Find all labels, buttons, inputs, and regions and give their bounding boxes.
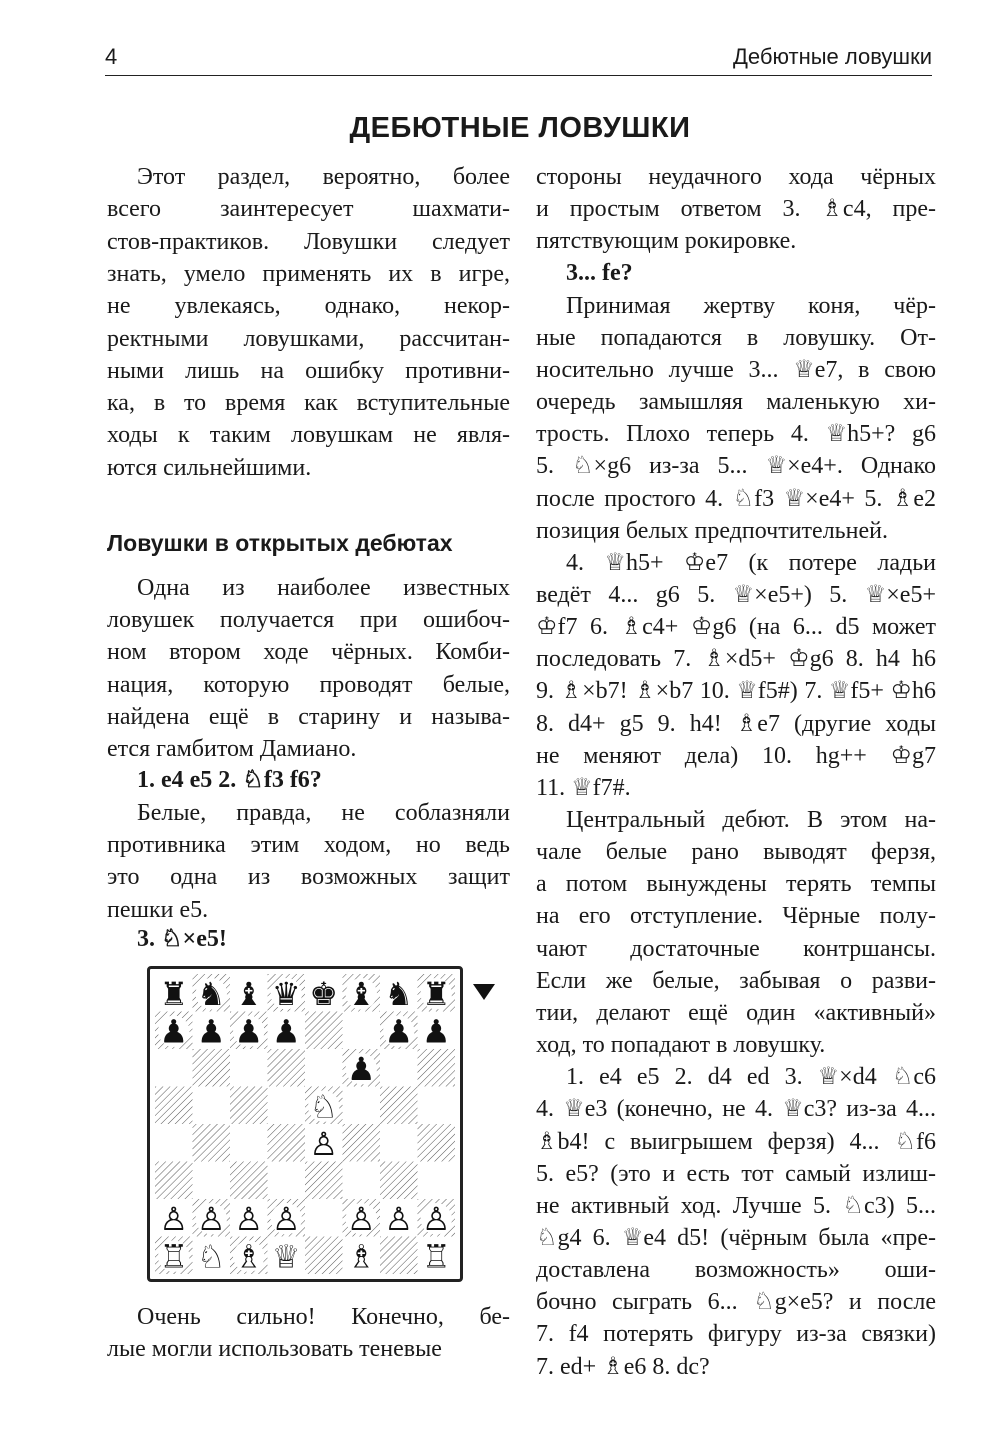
move-line: 3. ♘×e5!	[137, 926, 227, 952]
black-pawn-icon: ♟	[384, 1012, 414, 1051]
text-line: 11. ♕f7#.	[536, 774, 631, 801]
text-line: бочно сыграть 6... ♘g×e5? и после	[536, 1289, 936, 1316]
intro-line: ются сильнейшими.	[107, 454, 312, 481]
page-number: 4	[105, 44, 118, 69]
text-line: позиция белых предпочтительней.	[536, 517, 888, 544]
light-square-c6	[230, 1049, 268, 1087]
light-square-h5	[418, 1087, 456, 1125]
black-pawn-icon: ♟	[271, 1012, 301, 1051]
comment-line: пешки е5.	[107, 896, 209, 923]
comment-line: Белые, правда, не соблазняли	[137, 800, 510, 826]
text-line: а потом вынуждены терять темпы	[536, 871, 936, 898]
after-board-line: Очень сильно! Конечно, бе-	[137, 1304, 510, 1330]
black-knight-icon: ♞	[384, 974, 414, 1013]
text-line: ные попадаются в ловушку. От-	[536, 324, 936, 351]
text-line: 5. ♘×g6 из-за 5... ♕×e4+. Однако	[536, 453, 936, 480]
dark-square-h6	[418, 1049, 456, 1087]
white-rook-icon: ♖	[421, 1237, 451, 1274]
light-square-a4	[155, 1124, 193, 1162]
intro-line: ходы к таким ловушкам не явля-	[107, 422, 510, 449]
text-line: 3... fe?	[566, 260, 633, 287]
comment-line: противника этим ходом, но ведь	[107, 832, 510, 859]
header-rule	[105, 75, 932, 76]
intro-line: Этот раздел, вероятно, более	[137, 164, 510, 190]
light-square-g4	[380, 1124, 418, 1162]
dark-square-e7	[305, 1012, 343, 1050]
light-square-b3	[193, 1162, 231, 1200]
dark-square-b4	[193, 1124, 231, 1162]
black-rook-icon: ♜	[159, 974, 189, 1013]
text-line: 9. ♗×b7! ♗×b7 10. ♕f5#) 7. ♕f5+ ♔h6	[536, 678, 936, 705]
section-text-line: найдена ещё в старину и называ-	[107, 703, 510, 730]
text-line: ♘g4 6. ♕e4 d5! (чёрным была «пре-	[536, 1224, 936, 1251]
text-line: тии, делают ещё один «активный»	[536, 999, 936, 1026]
black-pawn-icon: ♟	[159, 1012, 189, 1051]
black-to-move-icon	[473, 984, 495, 1000]
light-square-e6	[305, 1049, 343, 1087]
dark-square-d4	[268, 1124, 306, 1162]
intro-line: ными лишь на ошибку противни-	[107, 357, 510, 384]
black-pawn-icon: ♟	[196, 1012, 226, 1051]
text-line: 7. f4 потерять фигуру из-за связки)	[536, 1321, 936, 1348]
dark-square-g3	[380, 1162, 418, 1200]
white-rook-icon: ♖	[159, 1237, 189, 1274]
dark-square-f4	[343, 1124, 381, 1162]
text-line: ход, то попадают в ловушку.	[536, 1032, 826, 1059]
intro-line: не увлекаясь, однако, некор-	[107, 293, 510, 320]
light-square-a6	[155, 1049, 193, 1087]
text-line: последовать 7. ♗×d5+ ♔g6 8. h4 h6	[536, 646, 936, 673]
white-bishop-icon: ♗	[346, 1237, 376, 1274]
text-line: чале белые рано выводят ферзя,	[536, 839, 936, 866]
light-square-e2	[305, 1199, 343, 1237]
text-line: ♔f7 6. ♗c4+ ♔g6 (на 6... d5 может	[536, 614, 936, 641]
comment-line: это одна из возможных защит	[107, 864, 510, 891]
section-text-line: ловушек получается при ошибоч-	[107, 607, 510, 634]
black-pawn-icon: ♟	[234, 1012, 264, 1051]
dark-square-e3	[305, 1162, 343, 1200]
text-line: 4. ♕e3 (конечно, не 4. ♕c3? из-за 4...	[536, 1096, 936, 1123]
dark-square-g1	[380, 1237, 418, 1275]
black-bishop-icon: ♝	[346, 974, 376, 1013]
white-pawn-icon: ♙	[421, 1199, 451, 1238]
white-knight-icon: ♘	[196, 1237, 226, 1274]
white-pawn-icon: ♙	[346, 1199, 376, 1238]
light-square-f7	[343, 1012, 381, 1050]
dark-square-a5	[155, 1087, 193, 1125]
dark-square-a3	[155, 1162, 193, 1200]
text-line: 1. e4 e5 2. d4 ed 3. ♕×d4 ♘c6	[566, 1064, 936, 1091]
section-title: Ловушки в открытых дебютах	[107, 530, 453, 556]
dark-square-g5	[380, 1087, 418, 1125]
text-line: стороны неудачного хода чёрных	[536, 164, 936, 190]
section-text-line: нация, которую проводят белые,	[107, 671, 510, 698]
text-line: Принимая жертву коня, чёр-	[566, 292, 936, 319]
text-line: не активный ход. Лучше 5. ♘c3) 5...	[536, 1192, 936, 1219]
black-queen-icon: ♛	[271, 974, 301, 1013]
dark-square-d6	[268, 1049, 306, 1087]
text-line: 7. ed+ ♗e6 8. dc?	[536, 1353, 710, 1380]
black-bishop-icon: ♝	[234, 974, 264, 1013]
text-line: Если же белые, забывая о разви-	[536, 967, 936, 994]
dark-square-c3	[230, 1162, 268, 1200]
light-square-f3	[343, 1162, 381, 1200]
intro-line: знать, умело применять их в игре,	[107, 260, 510, 287]
light-square-d3	[268, 1162, 306, 1200]
section-text-line: ном втором ходе чёрных. Комби-	[107, 639, 510, 666]
white-bishop-icon: ♗	[234, 1237, 264, 1274]
light-square-b5	[193, 1087, 231, 1125]
light-square-g6	[380, 1049, 418, 1087]
black-knight-icon: ♞	[196, 974, 226, 1013]
intro-line: стов-практиков. Ловушки следует	[107, 228, 510, 255]
text-line: пятствующим рокировке.	[536, 228, 797, 255]
text-line: доставлена возможность» оши-	[536, 1257, 936, 1284]
dark-square-c5	[230, 1087, 268, 1125]
after-board-line: лые могли использовать теневые	[107, 1336, 442, 1363]
black-king-icon: ♚	[309, 974, 339, 1013]
section-text-line: Одна из наиболее известных	[137, 575, 510, 601]
white-knight-icon: ♘	[309, 1087, 339, 1126]
dark-square-e1	[305, 1237, 343, 1275]
light-square-d5	[268, 1087, 306, 1125]
white-pawn-icon: ♙	[196, 1199, 226, 1238]
move-line: 1. e4 e5 2. ♘f3 f6?	[137, 767, 322, 793]
light-square-f5	[343, 1087, 381, 1125]
black-rook-icon: ♜	[421, 974, 451, 1013]
text-line: Центральный дебют. В этом на-	[566, 807, 936, 833]
dark-square-b6	[193, 1049, 231, 1087]
dark-square-h4	[418, 1124, 456, 1162]
chapter-title: ДЕБЮТНЫЕ ЛОВУШКИ	[349, 112, 691, 144]
black-pawn-icon: ♟	[346, 1049, 376, 1088]
intro-line: всего заинтересует шахмати-	[107, 196, 510, 223]
light-square-h3	[418, 1162, 456, 1200]
text-line: носительно лучше 3... ♕e7, в свою	[536, 356, 936, 383]
text-line: трость. Плохо теперь 4. ♕h5+? g6	[536, 421, 936, 448]
text-line: ♗b4! с выигрышем ферзя) 4... ♘f6	[536, 1128, 936, 1155]
text-line: ведёт 4... g6 5. ♕×e5+) 5. ♕×e5+	[536, 581, 936, 608]
text-line: после простого 4. ♘f3 ♕×e4+ 5. ♗e2	[536, 485, 936, 512]
white-pawn-icon: ♙	[309, 1124, 339, 1163]
light-square-c4	[230, 1124, 268, 1162]
intro-line: ка, в то время как вступительные	[107, 390, 510, 417]
text-line: 5. e5? (это и есть тот самый излиш-	[536, 1160, 936, 1187]
text-line: чают достаточные контршансы.	[536, 935, 936, 962]
intro-line: ректными ловушками, рассчитан-	[107, 325, 510, 352]
text-line: 4. ♕h5+ ♔e7 (к потере ладьи	[566, 549, 936, 576]
running-title: Дебютные ловушки	[733, 44, 932, 69]
white-queen-icon: ♕	[271, 1237, 301, 1274]
black-pawn-icon: ♟	[421, 1012, 451, 1051]
white-pawn-icon: ♙	[159, 1199, 189, 1238]
chess-board	[155, 974, 455, 1274]
text-line: не меняют дела) 10. hg++ ♔g7	[536, 742, 936, 769]
white-pawn-icon: ♙	[384, 1199, 414, 1238]
text-line: очередь замышляя маленькую хи-	[536, 389, 936, 416]
section-text-line: ется гамбитом Дамиано.	[107, 736, 357, 762]
white-pawn-icon: ♙	[234, 1199, 264, 1238]
text-line: и простым ответом 3. ♗c4, пре-	[536, 196, 936, 223]
text-line: 8. d4+ g5 9. h4! ♗e7 (другие ходы	[536, 710, 936, 737]
text-line: на его отступление. Чёрные полу-	[536, 903, 936, 930]
white-pawn-icon: ♙	[271, 1199, 301, 1238]
